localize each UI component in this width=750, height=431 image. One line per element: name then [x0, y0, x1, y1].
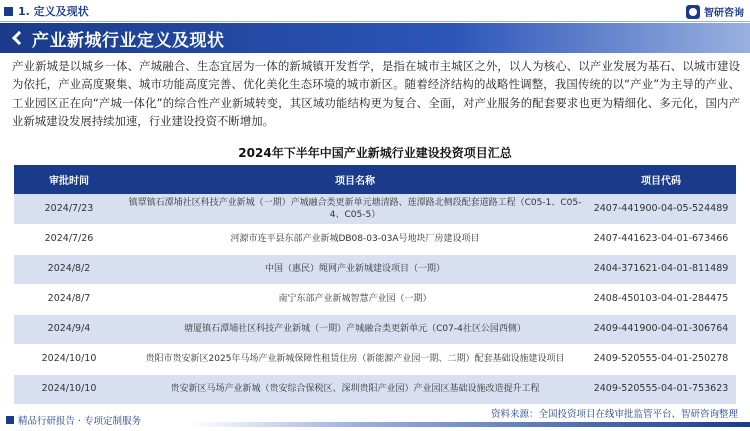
- header-project-code: 项目代码: [586, 165, 736, 194]
- table-row: [14, 254, 736, 284]
- cell-code: 2409-441900-04-01-306764: [586, 314, 736, 344]
- top-divider: [0, 21, 750, 22]
- footer: [0, 402, 750, 431]
- cell-name: 镇覃镇石潭埔社区科技产业新城（一期）产城融合类更新单元塘清路、莲潭路北侧段配套道路工程（C05-1、C05-4、C05-5）: [124, 194, 586, 224]
- cell-date: 2024/9/4: [14, 314, 124, 344]
- cell-date: 2024/8/7: [14, 284, 124, 314]
- title-banner: [0, 23, 750, 53]
- table-row: [14, 314, 736, 344]
- cell-name: 塘厦镇石潭埔社区科技产业新城（一期）产城融合类更新单元（C07-4社区公园西侧）: [124, 314, 586, 344]
- footer-left: [6, 413, 141, 427]
- cell-date: 2024/7/23: [14, 194, 124, 224]
- brand-logo-text: 智研咨询: [704, 8, 744, 19]
- intro-paragraph: 产业新城是以城乡一体、产城融合、生态宜居为一体的新城镇开发哲学，是指在城市主城区之外，以人为核心、以产业发展为基石、以城市建设为依托，产业高度聚集、城市功能高度完善、优化美化生态环境的城市新区。随着经济结构的战略性调整，我国传统的以“产业”为主导的产业、工业园区正在向“产城一体化”的综合性产业新城转变，其区域功能结构更为复合、全面，对产业服务的配套要求也更为精细化、多元化，国内产业新城建设发展持续加速，行业建设投资不断增加。: [12, 59, 740, 128]
- cell-name: 南宁东部产业新城智慧产业园（一期）: [124, 284, 586, 314]
- header-approval-date: 审批时间: [14, 165, 124, 194]
- cell-code: 2404-371621-04-01-811489: [586, 254, 736, 284]
- brand-logo: [686, 4, 744, 19]
- header-project-name: 项目名称: [124, 165, 586, 194]
- top-bar: [0, 0, 750, 22]
- cell-date: 2024/7/26: [14, 224, 124, 254]
- cell-name: 中国（惠民）绳网产业新城建设项目（一期）: [124, 254, 586, 284]
- cell-code: 2409-520555-04-01-250278: [586, 344, 736, 374]
- table-row: [14, 344, 736, 374]
- table-title: 2024年下半年中国产业新城行业建设投资项目汇总: [238, 146, 512, 160]
- brand-logo-icon: [686, 5, 700, 19]
- cell-name: 河源市连平县东部产业新城DB08-03-03A号地块厂房建设项目: [124, 224, 586, 254]
- table-row: [14, 284, 736, 314]
- cell-code: 2408-450103-04-01-284475: [586, 284, 736, 314]
- cell-code: 2407-441623-04-01-673466: [586, 224, 736, 254]
- table-row: [14, 374, 736, 404]
- footer-square-icon: [6, 416, 14, 424]
- footer-accent-bar: [190, 422, 750, 427]
- cell-date: 2024/10/10: [14, 344, 124, 374]
- cell-date: 2024/10/10: [14, 374, 124, 404]
- double-chevron-icon: [12, 31, 26, 45]
- cell-code: 2407-441900-04-05-524489: [586, 194, 736, 224]
- cell-name: 贵阳市贵安新区2025年马场产业新城保障性租赁住房（新能源产业园一期、二期）配套基础设施建设项目: [124, 344, 586, 374]
- footer-source: 资料来源：全国投资项目在线审批监管平台、智研咨询整理: [490, 409, 738, 420]
- banner-title: 产业新城行业定义及现状: [32, 30, 225, 51]
- section-square-icon: [4, 7, 13, 16]
- projects-table: [14, 165, 736, 405]
- cell-name: 贵安新区马场产业新城（贵安综合保税区、深圳贵阳产业园）产业园区基础设施改造提升工程: [124, 374, 586, 404]
- footer-tagline: 精品行研报告 · 专项定制服务: [18, 416, 142, 427]
- table-header-row: [14, 165, 736, 194]
- table-row: [14, 194, 736, 224]
- section-title: 1. 定义及现状: [18, 5, 89, 18]
- cell-code: 2409-520555-04-01-753623: [586, 374, 736, 404]
- cell-date: 2024/8/2: [14, 254, 124, 284]
- table-row: [14, 224, 736, 254]
